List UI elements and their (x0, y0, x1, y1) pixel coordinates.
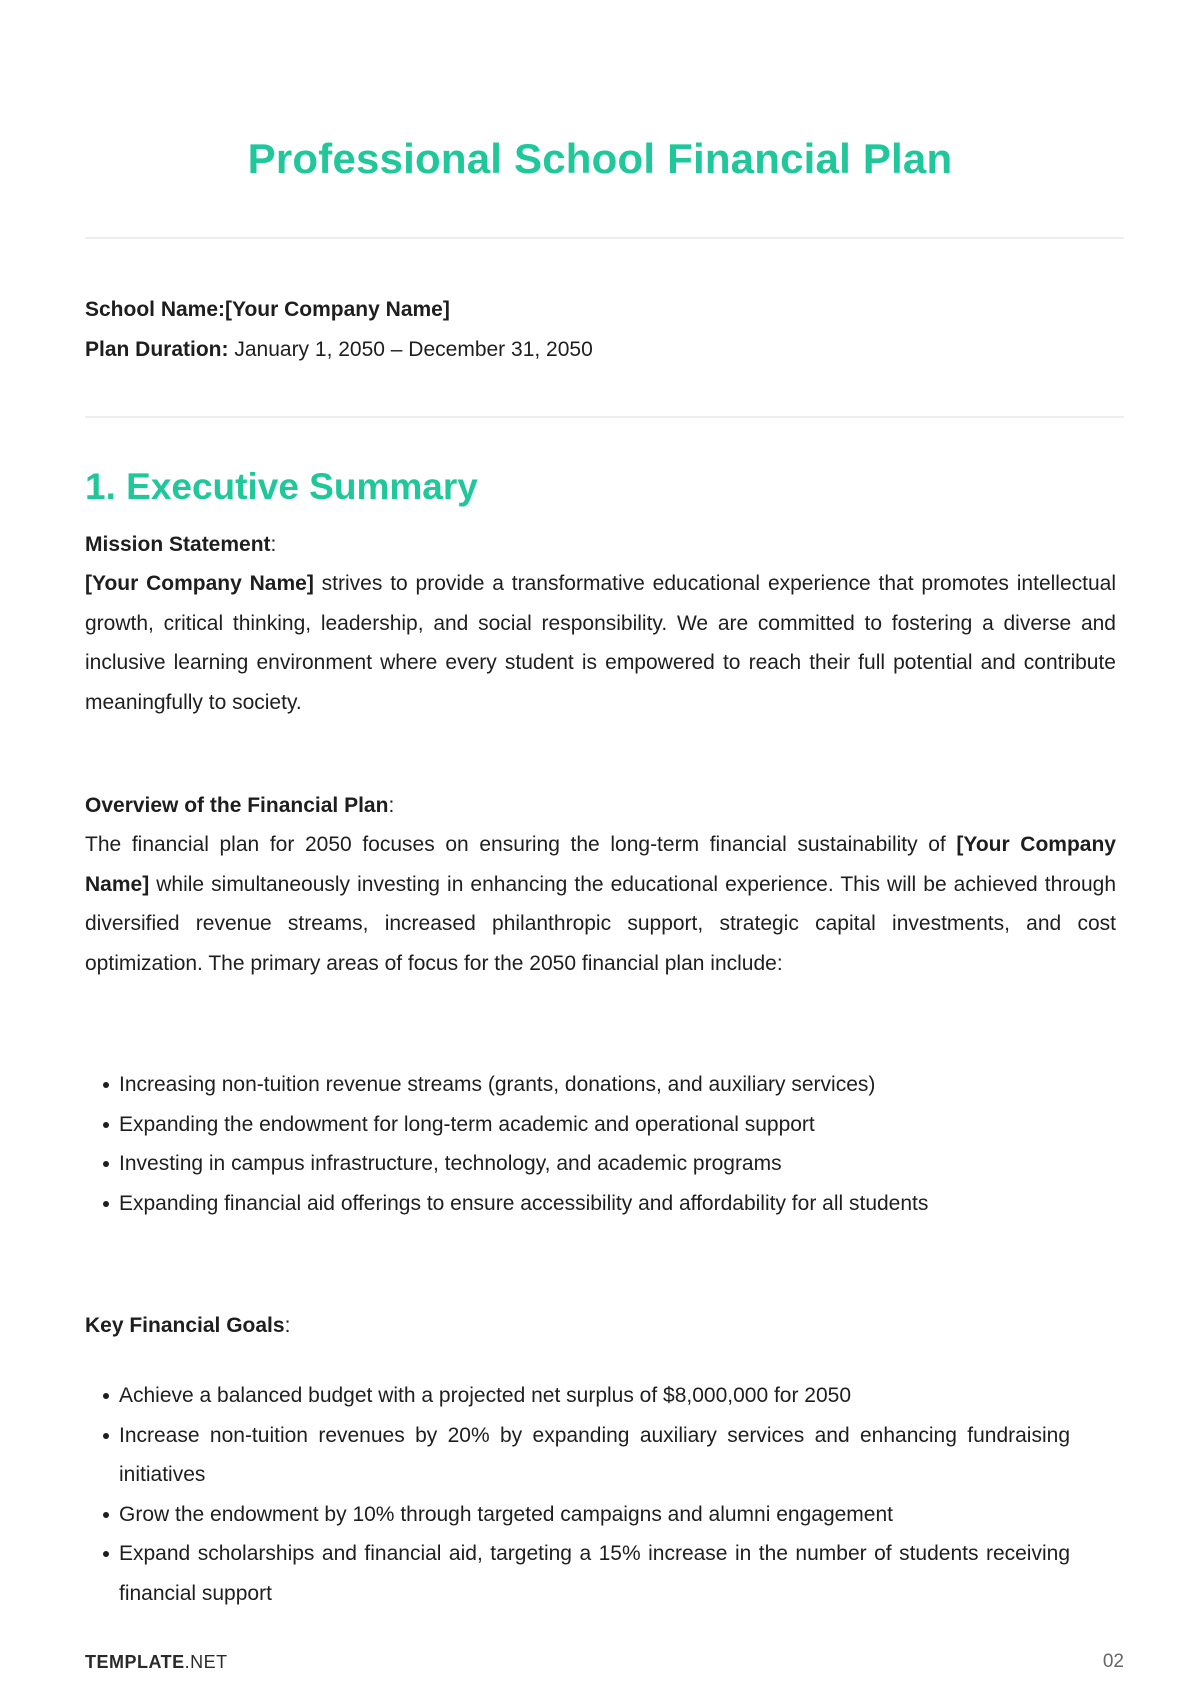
mission-statement-colon: : (270, 533, 277, 556)
list-item: Expanding the endowment for long-term academic and operational support (100, 1105, 1060, 1145)
section-heading-executive-summary: 1. Executive Summary (85, 466, 478, 507)
school-name-line (85, 296, 450, 324)
plan-duration-value: January 1, 2050 – December 31, 2050 (228, 338, 593, 361)
overview-text-after: while simultaneously investing in enhancing the educational experience. This will be achieved through diversified revenue streams, increased philanthropic support, strategic capital investments, and cost optimization. The primary areas of focus for the 2050 financial plan include: (85, 872, 1116, 975)
overview-heading (85, 792, 394, 820)
list-item: Increase non-tuition revenues by 20% by expanding auxiliary services and enhancing fundraising initiatives (100, 1416, 1070, 1495)
overview-label: Overview of the Financial Plan (85, 794, 389, 817)
document-title: Professional School Financial Plan (247, 135, 953, 182)
meta-divider (85, 416, 1124, 418)
school-name-value: [Your Company Name] (225, 298, 450, 321)
page-number: 02 (1102, 1651, 1124, 1672)
title-divider (85, 237, 1124, 239)
overview-colon: : (388, 794, 395, 817)
overview-text-before: The financial plan for 2050 focuses on ensuring the long-term financial sustainability of (85, 833, 957, 856)
mission-statement-heading (85, 531, 276, 559)
list-item: Achieve a balanced budget with a projected net surplus of $8,000,000 for 2050 (100, 1376, 1070, 1416)
mission-text: strives to provide a transformative educational experience that promotes intellectual growth, critical thinking, leadership, and social responsibility. We are committed to fostering a diverse and inclusive learning environment where every student is empowered to reach their full potential and contribute meaningfully to society. (85, 572, 1116, 714)
list-item: Increasing non-tuition revenue streams (grants, donations, and auxiliary services) (100, 1065, 1060, 1105)
focus-areas-list (100, 1065, 1060, 1223)
list-item: Investing in campus infrastructure, technology, and academic programs (100, 1144, 1060, 1184)
plan-duration-line (85, 336, 593, 364)
template-net-logo (85, 1652, 228, 1673)
mission-statement-paragraph (85, 564, 1116, 722)
list-item: Expand scholarships and financial aid, targeting a 15% increase in the number of students receiving financial support (100, 1534, 1070, 1613)
plan-duration-label: Plan Duration: (85, 338, 229, 361)
brand-light: .NET (184, 1652, 228, 1672)
mission-statement-label: Mission Statement (85, 533, 271, 556)
brand-bold: TEMPLATE (85, 1652, 185, 1672)
list-item: Grow the endowment by 10% through targeted campaigns and alumni engagement (100, 1495, 1070, 1535)
school-name-label: School Name: (85, 298, 226, 321)
key-financial-goals-colon: : (284, 1314, 291, 1337)
key-financial-goals-label: Key Financial Goals (85, 1314, 285, 1337)
overview-company-name: [Your Company Name] (85, 833, 1116, 896)
key-financial-goals-heading (85, 1312, 290, 1340)
mission-company-name: [Your Company Name] (85, 572, 314, 595)
list-item: Expanding financial aid offerings to ensure accessibility and affordability for all students (100, 1184, 1060, 1224)
overview-paragraph (85, 825, 1116, 983)
financial-goals-list (100, 1376, 1070, 1613)
